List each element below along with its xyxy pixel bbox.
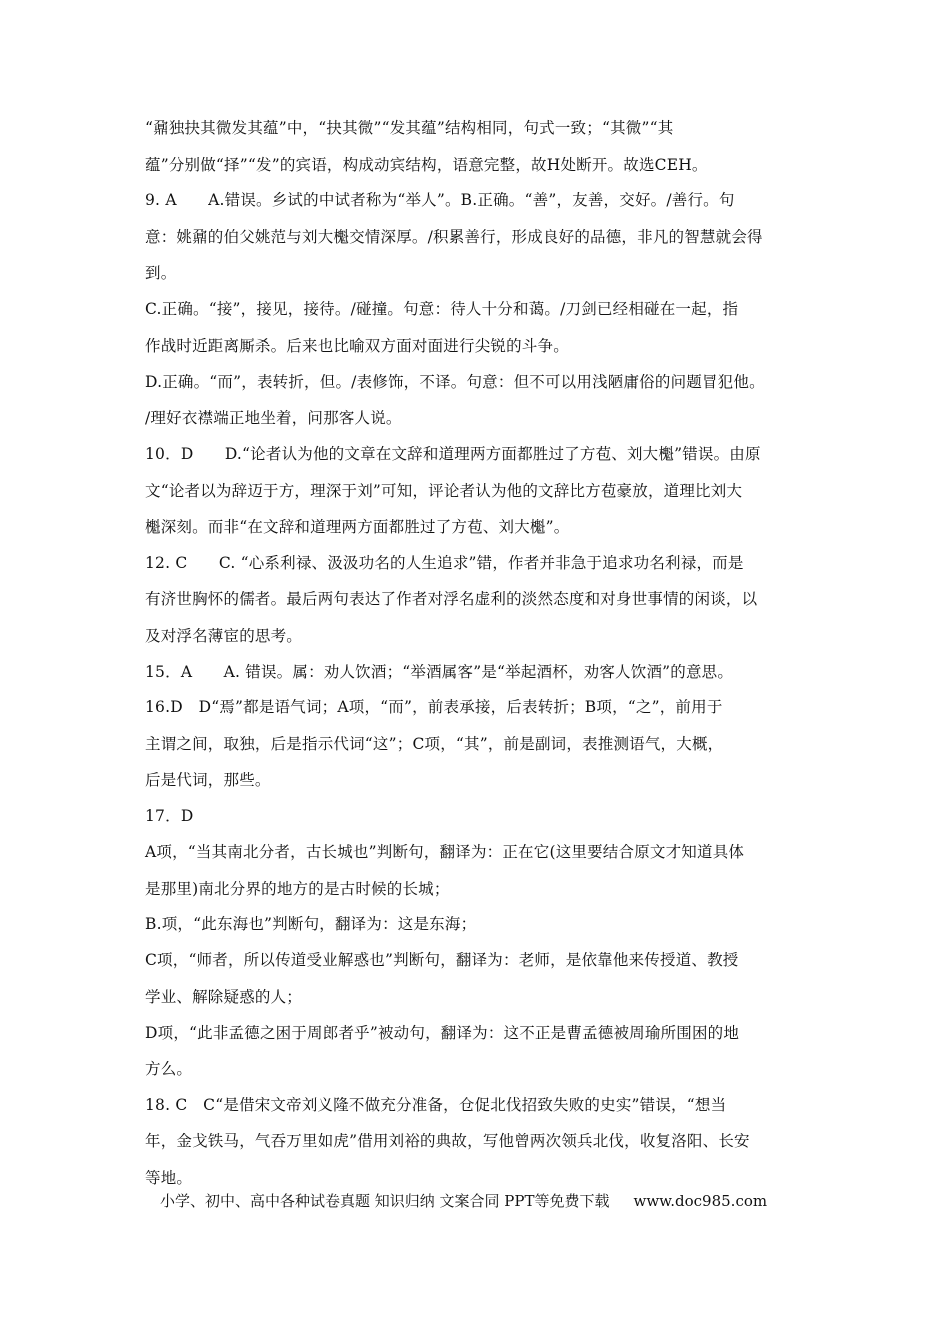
text-line: 方么。	[145, 1060, 193, 1078]
text-line: D.正确。“而”，表转折，但。/表修饰，不译。句意：但不可以用浅陋庸俗的问题冒犯他。	[145, 373, 765, 391]
text-line: 18. C C“是借宋文帝刘义隆不做充分准备，仓促北伐招致失败的史实”错误，“想当	[145, 1096, 727, 1114]
text-line: 主谓之间，取独，后是指示代词“这”；C项，“其”，前是副词，表推测语气，大概，	[145, 735, 724, 753]
text-line: C.正确。“接”，接见，接待。/碰撞。句意：待人十分和蔼。/刀剑已经相碰在一起，指	[145, 300, 739, 318]
footer-text: 小学、初中、高中各种试卷真题 知识归纳 文案合同 PPT等免费下载	[160, 1192, 610, 1210]
text-line: 10．D D.“论者认为他的文章在文辞和道理两方面都胜过了方苞、刘大櫆”错误。由原	[145, 445, 761, 463]
text-line: /理好衣襟端正地坐着，问那客人说。	[145, 409, 402, 427]
footer-link[interactable]: www.doc985.com	[633, 1192, 768, 1210]
text-line: 到。	[145, 264, 177, 282]
text-line: 后是代词，那些。	[145, 771, 271, 789]
text-line: 学业、解除疑惑的人；	[145, 988, 303, 1006]
text-line: A项，“当其南北分者，古长城也”判断句，翻译为：正在它(这里要结合原文才知道具体	[145, 843, 745, 861]
text-line: 文“论者以为辞迈于方，理深于刘”可知，评论者认为他的文辞比方苞豪放，道理比刘大	[145, 482, 743, 500]
text-line: B.项，“此东海也”判断句，翻译为：这是东海；	[145, 915, 477, 933]
text-line: “鼐独抉其微发其蕴”中，“抉其微”“发其蕴”结构相同，句式一致；“其微”“其	[145, 119, 674, 137]
text-line: 16.D D“焉”都是语气词；A项，“而”，前表承接，后表转折；B项，“之”，前用于	[145, 698, 723, 716]
text-line: 是那里)南北分界的地方的是古时候的长城；	[145, 880, 450, 898]
text-line: 等地。	[145, 1169, 193, 1187]
text-line: C项，“师者，所以传道受业解惑也”判断句，翻译为：老师，是依靠他来传授道、教授	[145, 951, 739, 969]
text-line: 及对浮名薄宦的思考。	[145, 627, 303, 645]
text-line: 12. C C. “心系利禄、汲汲功名的人生追求”错，作者并非急于追求功名利禄，而是	[145, 554, 744, 572]
text-line: 17．D	[145, 807, 194, 825]
text-line: 作战时近距离厮杀。后来也比喻双方面对面进行尖锐的斗争。	[145, 337, 569, 355]
page-footer	[160, 1191, 767, 1211]
text-line: 15．A A. 错误。属：劝人饮酒；“举酒属客”是“举起酒杯，劝客人饮酒”的意思。	[145, 663, 734, 681]
text-line: D项，“此非孟德之困于周郎者乎”被动句，翻译为：这不正是曹孟德被周瑜所围困的地	[145, 1024, 740, 1042]
text-line: 意：姚鼐的伯父姚范与刘大櫆交情深厚。/积累善行，形成良好的品德，非凡的智慧就会得	[145, 228, 763, 246]
text-line: 有济世胸怀的儒者。最后两句表达了作者对浮名虚利的淡然态度和对身世事情的闲谈，以	[145, 590, 758, 608]
text-line: 9. A A.错误。乡试的中试者称为“举人”。B.正确。“善”，友善，交好。/善行。句	[145, 191, 735, 209]
text-line: 櫆深刻。而非“在文辞和道理两方面都胜过了方苞、刘大櫆”。	[145, 518, 570, 536]
text-line: 蕴”分别做“择”“发”的宾语，构成动宾结构，语意完整，故H处断开。故选CEH。	[145, 156, 708, 174]
text-line: 年，金戈铁马，气吞万里如虎”借用刘裕的典故，写他曾两次领兵北伐，收复洛阳、长安	[145, 1132, 750, 1150]
